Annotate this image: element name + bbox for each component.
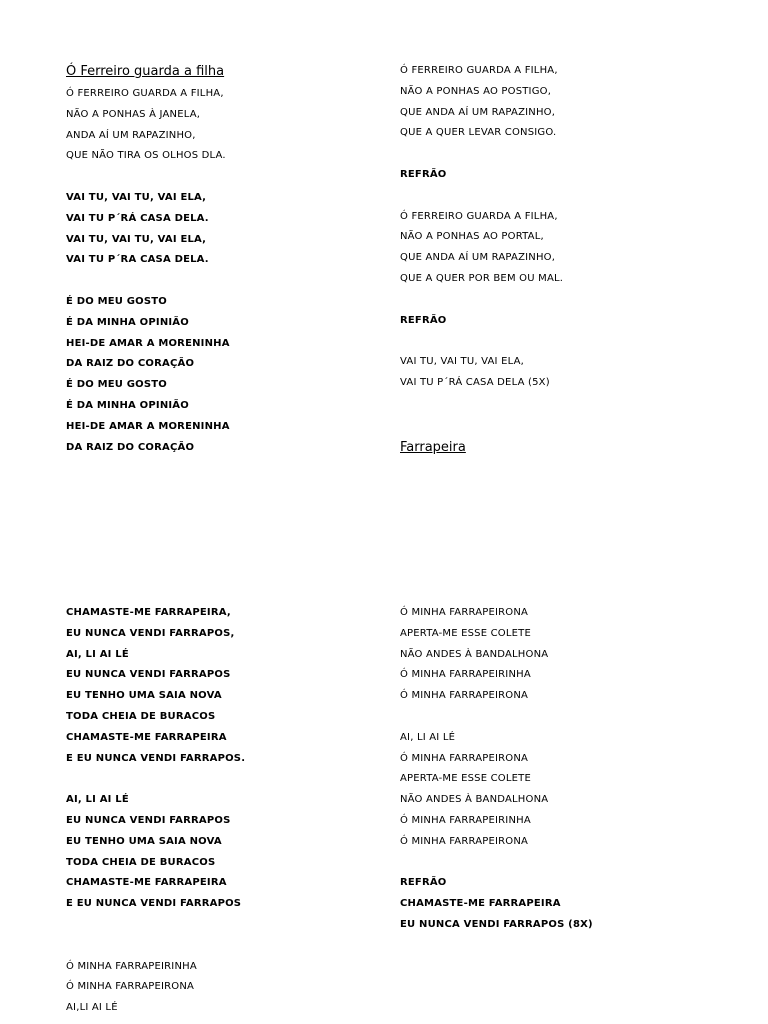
song2-block1-line: TODA CHEIA DE BURACOS <box>66 710 216 722</box>
song2-right-block1-line: Ó MINHA FARRAPEIRONA <box>400 607 529 618</box>
refrain-label: REFRÃO <box>400 877 447 889</box>
song2-block1-line: CHAMASTE-ME FARRAPEIRA <box>66 731 227 743</box>
song1-chorus2-line: HEI-DE AMAR A MORENINHA <box>66 337 230 349</box>
song2-block1-line: AI, LI AI LÉ <box>66 648 129 660</box>
song2-block2-line: TODA CHEIA DE BURACOS <box>66 856 216 868</box>
song2-block1-line: EU NUNCA VENDI FARRAPOS <box>66 669 231 681</box>
song2-block2-line: CHAMASTE-ME FARRAPEIRA <box>66 877 227 889</box>
song2-block1-line: CHAMASTE-ME FARRAPEIRA, <box>66 607 231 618</box>
song2-block2-line: EU TENHO UMA SAIA NOVA <box>66 835 222 847</box>
song2-block1-line: EU NUNCA VENDI FARRAPOS, <box>66 627 235 639</box>
song1-chorus2-line: É DO MEU GOSTO <box>66 295 168 307</box>
song1-chorus2-line: HEI-DE AMAR A MORENINHA <box>66 420 230 432</box>
song2-right-block2-line: NÃO ANDES À BANDALHONA <box>400 794 549 806</box>
song1-title: Ó Ferreiro guarda a filha <box>66 64 225 79</box>
song2-right-column <box>400 603 730 936</box>
song1-ending-line: VAI TU, VAI TU, VAI ELA, <box>400 356 525 368</box>
song1-chorus2-line: É DA MINHA OPINIÃO <box>66 316 189 328</box>
song1-verse2-line: QUE A QUER LEVAR CONSIGO. <box>400 127 557 139</box>
song2-block3-line: Ó MINHA FARRAPEIRONA <box>66 981 195 993</box>
song2-right-block3-line: EU NUNCA VENDI FARRAPOS (8X) <box>400 918 593 930</box>
song1-verse3-line: QUE A QUER POR BEM OU MAL. <box>400 272 564 284</box>
song1-chorus2-line: DA RAIZ DO CORAÇÃO <box>66 358 195 370</box>
song1-chorus2-line: DA RAIZ DO CORAÇÃO <box>66 441 195 453</box>
song2-title-wrap <box>400 440 730 456</box>
song2-right-block2-line: Ó MINHA FARRAPEIRINHA <box>400 814 531 826</box>
song1-verse3-line: NÃO A PONHAS AO PORTAL, <box>400 231 544 243</box>
song1-verse3-line: Ó FERREIRO GUARDA A FILHA, <box>400 210 558 222</box>
song1-verse1-line: NÃO A PONHAS À JANELA, <box>66 108 201 120</box>
song2-left-column <box>66 603 396 1019</box>
song1-verse2-line: NÃO A PONHAS AO POSTIGO, <box>400 85 552 97</box>
song1-chorus2-line: É DA MINHA OPINIÃO <box>66 399 189 411</box>
song2-right-block1-line: Ó MINHA FARRAPEIRONA <box>400 690 529 702</box>
song1-chorus1-line: VAI TU, VAI TU, VAI ELA, <box>66 233 207 245</box>
refrain-label: REFRÃO <box>400 314 447 326</box>
song1-left-column <box>66 64 396 458</box>
song1-ending-line: VAI TU P´RÁ CASA DELA (5X) <box>400 376 550 388</box>
song2-block2-line: AI, LI AI LÉ <box>66 794 129 806</box>
refrain-label: REFRÃO <box>400 168 447 180</box>
song2-block3-line: AI,LI AI LÉ <box>66 1002 118 1014</box>
song2-block3-line: Ó MINHA FARRAPEIRINHA <box>66 960 197 972</box>
song2-right-block1-line: Ó MINHA FARRAPEIRINHA <box>400 669 531 681</box>
song1-chorus1-line: VAI TU P´RA CASA DELA. <box>66 254 209 266</box>
song2-right-block1-line: NÃO ANDES À BANDALHONA <box>400 648 549 660</box>
song2-block2-line: E EU NUNCA VENDI FARRAPOS <box>66 898 242 910</box>
song2-title: Farrapeira <box>400 440 466 455</box>
song1-chorus2-line: É DO MEU GOSTO <box>66 379 168 391</box>
song1-right-column <box>400 61 730 394</box>
song2-right-block2-line: APERTA-ME ESSE COLETE <box>400 773 531 785</box>
song2-right-block2-line: Ó MINHA FARRAPEIRONA <box>400 835 529 847</box>
song2-right-block2-line: AI, LI AI LÉ <box>400 731 456 743</box>
song1-verse3-line: QUE ANDA AÍ UM RAPAZINHO, <box>400 252 556 264</box>
song2-right-block2-line: Ó MINHA FARRAPEIRONA <box>400 752 529 764</box>
song2-block2-line: EU NUNCA VENDI FARRAPOS <box>66 814 231 826</box>
song2-block1-line: E EU NUNCA VENDI FARRAPOS. <box>66 752 246 764</box>
song1-verse2-line: QUE ANDA AÍ UM RAPAZINHO, <box>400 106 556 118</box>
song1-verse2-line: Ó FERREIRO GUARDA A FILHA, <box>400 65 558 76</box>
song1-verse1-line: QUE NÃO TIRA OS OLHOS DLA. <box>66 150 226 162</box>
song1-verse1-line: ANDA AÍ UM RAPAZINHO, <box>66 129 196 141</box>
song1-verse1-line: Ó FERREIRO GUARDA A FILHA, <box>66 88 224 99</box>
song2-right-block1-line: APERTA-ME ESSE COLETE <box>400 627 531 639</box>
song1-chorus1-line: VAI TU, VAI TU, VAI ELA, <box>66 191 207 203</box>
song2-right-block3-line: CHAMASTE-ME FARRAPEIRA <box>400 898 561 910</box>
song1-chorus1-line: VAI TU P´RÁ CASA DELA. <box>66 212 209 224</box>
song2-block1-line: EU TENHO UMA SAIA NOVA <box>66 690 222 702</box>
